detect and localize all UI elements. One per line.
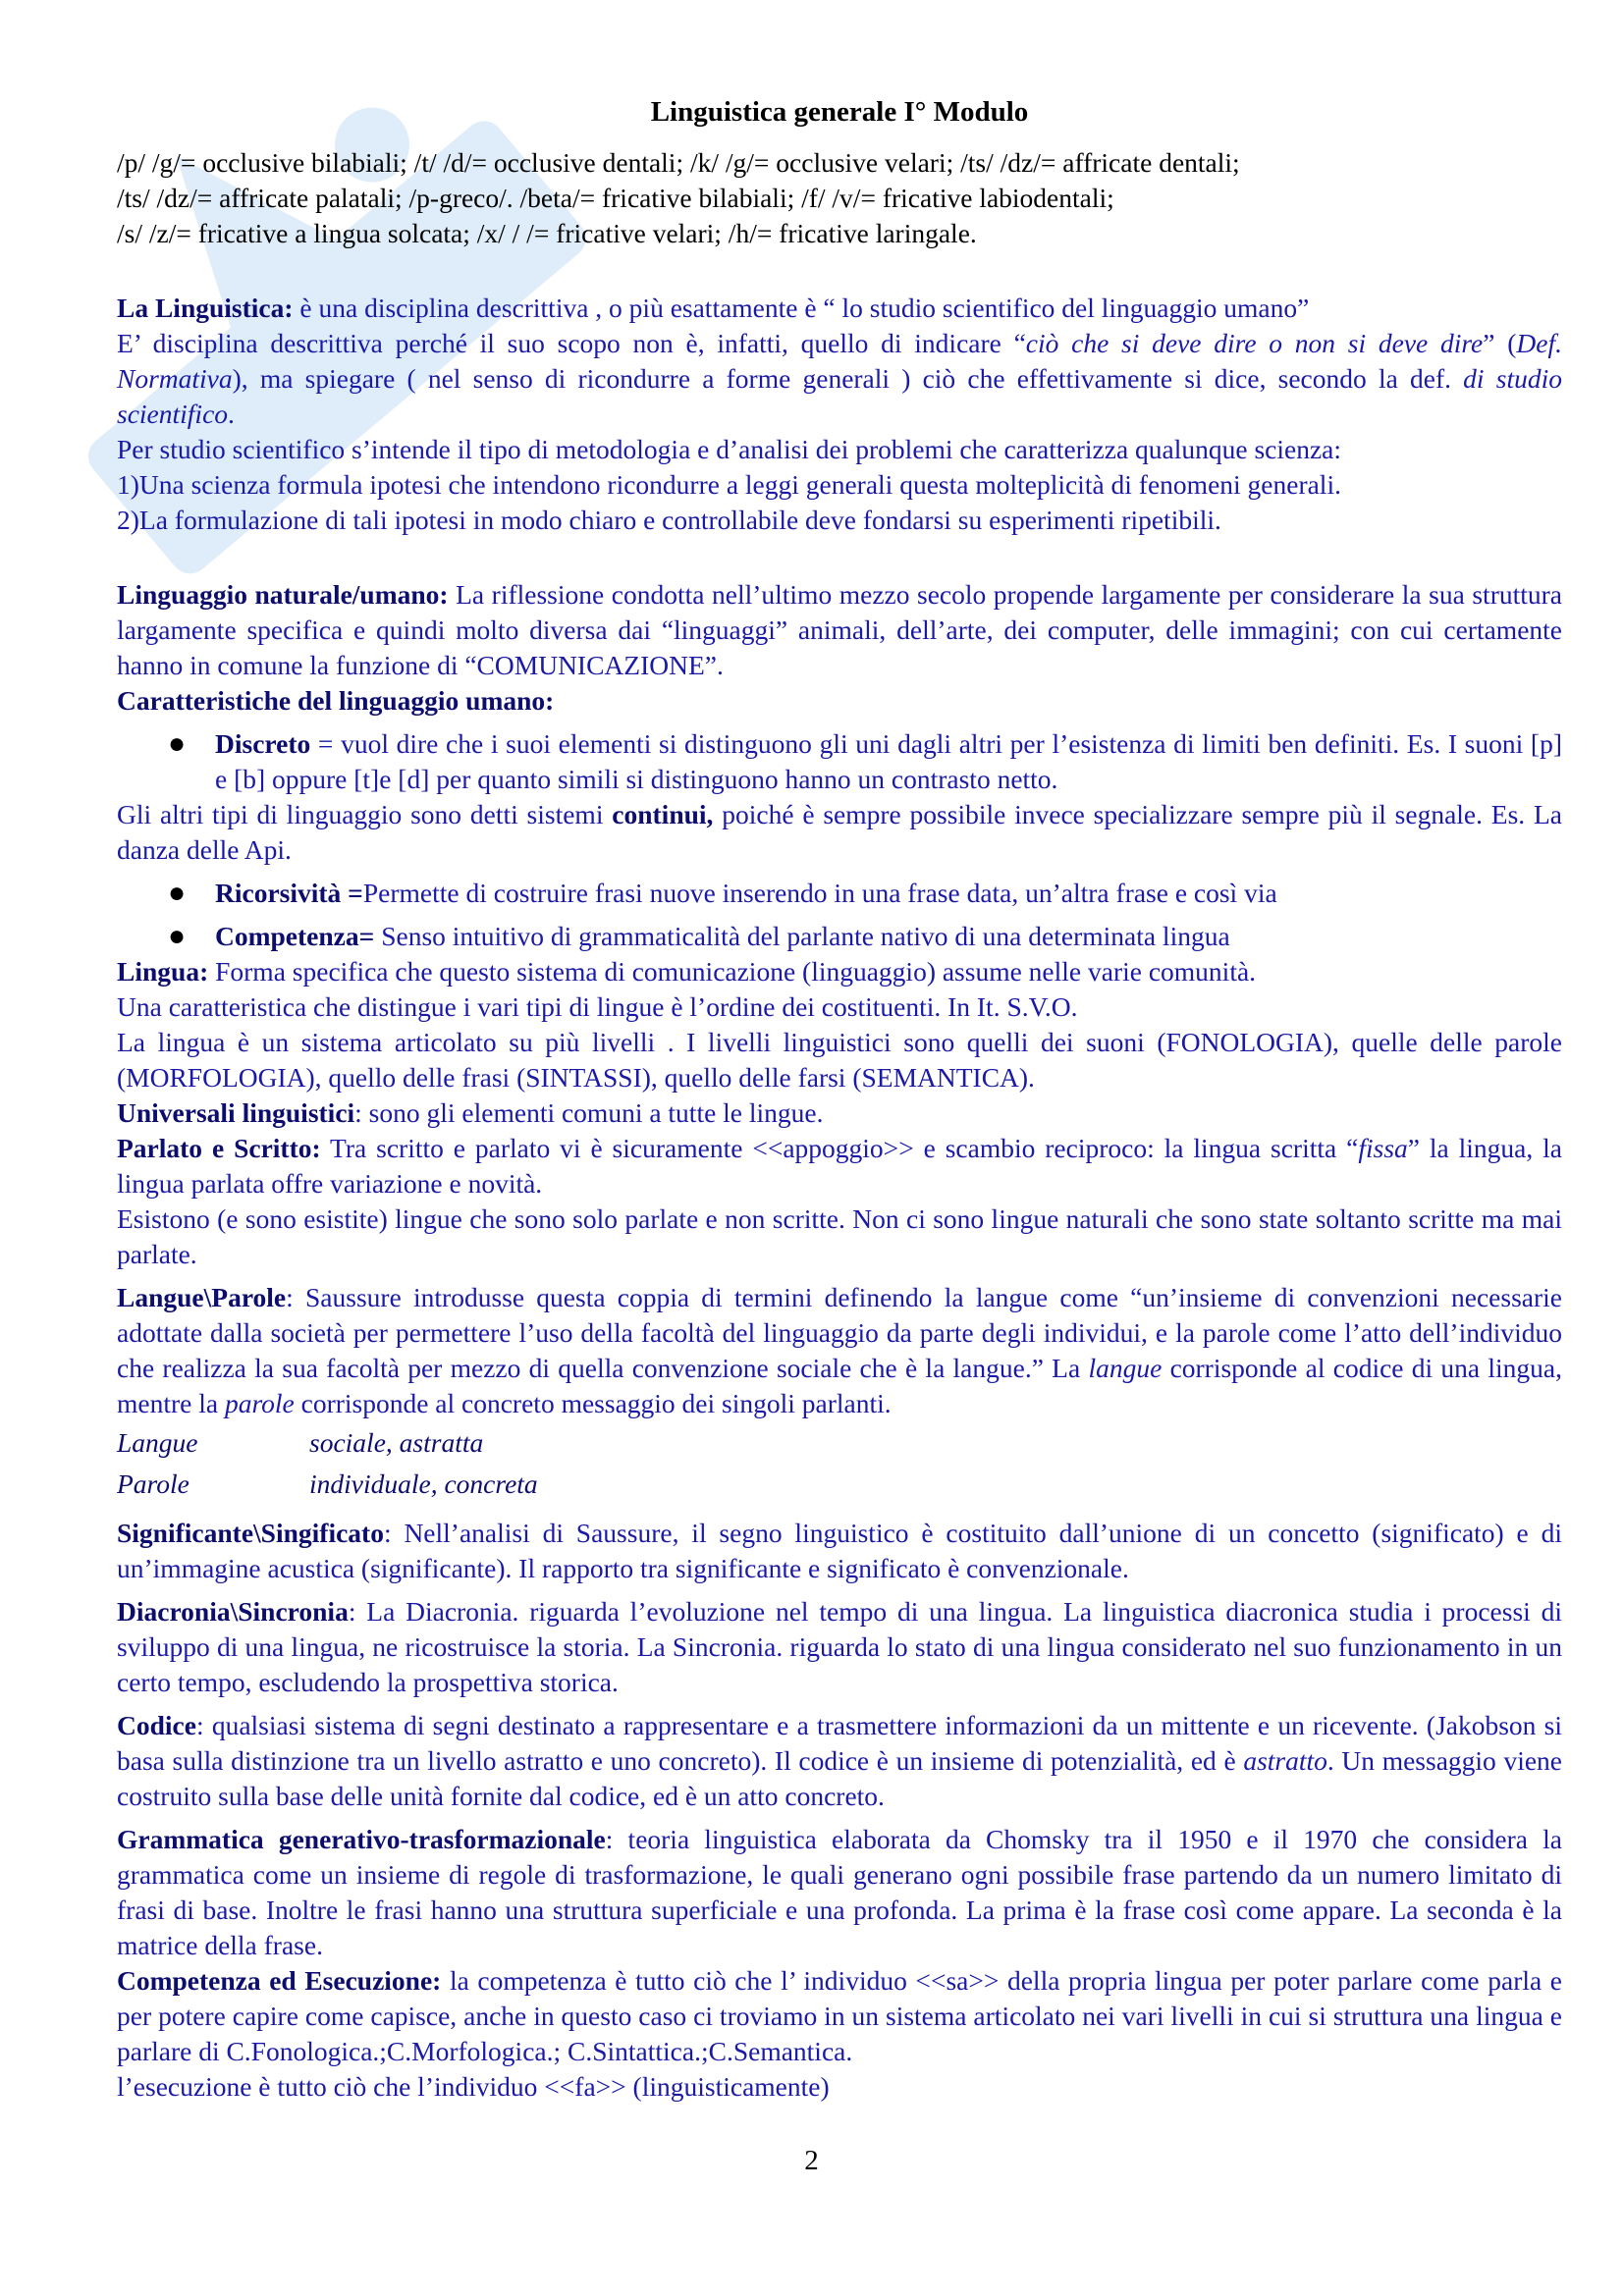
term-diacronia: Diacronia\Sincronia: [117, 1596, 349, 1627]
caratteristiche-list-2: [117, 876, 1562, 954]
term-linguistica: La Linguistica:: [117, 293, 294, 323]
linguaggio-definition: Linguaggio naturale/umano: La riflessione condotta nell’ultimo mezzo secolo propende largamente per considerare la sua struttura largamente specifica e quindi molto diversa dai “linguaggi” animali, dell’arte, dei computer, delle immagini; con cui certamente hanno in comune la funzione di “COMUNICAZIONE”.: [117, 579, 1562, 680]
phonetics-line-1: /p/ /g/= occlusive bilabiali; /t/ /d/= occlusive dentali; /k/ /g/= occlusive velari; /ts/ /dz/= affricate dentali;: [117, 147, 1240, 178]
universali-definition: Universali linguistici: sono gli elementi comuni a tutte le lingue.: [117, 1097, 824, 1128]
linguistica-method: Per studio scientifico s’intende il tipo di metodologia e d’analisi dei problemi che caratterizza qualunque scienza:: [117, 434, 1342, 464]
term-lingua: Lingua:: [117, 956, 209, 987]
term-codice: Codice: [117, 1710, 196, 1740]
lingua-paragraph-2: Una caratteristica che distingue i vari tipi di lingue è l’ordine dei costituenti. In It. S.V.O.: [117, 991, 1078, 1022]
parlato-definition: Parlato e Scritto: Tra scritto e parlato vi è sicuramente <<appoggio>> e scambio reciproco: la lingua scritta “fissa” la lingua, la lingua parlata offre variazione e novità.: [117, 1133, 1563, 1199]
linguistica-definition: La Linguistica: è una disciplina descrittiva , o più esattamente è “ lo studio scientifico del linguaggio umano”: [117, 293, 1310, 323]
lingua-definition: Lingua: Forma specifica che questo sistema di comunicazione (linguaggio) assume nelle varie comunità.: [117, 956, 1257, 987]
parlato-paragraph-2: Esistono (e sono esistite) lingue che sono solo parlate e non scritte. Non ci sono lingue naturali che sono state soltanto scritte ma mai parlate.: [117, 1203, 1562, 1269]
lingua-paragraph-3: La lingua è un sistema articolato su più livelli . I livelli linguistici sono quelli dei suoni (FONOLOGIA), quelle delle parole (MORFOLOGIA), quello delle frasi (SINTASSI), quello delle farsi (SEMANTICA).: [117, 1027, 1562, 1093]
term-langue: Langue\Parole: [117, 1282, 287, 1312]
page-number: 2: [804, 2145, 819, 2176]
caratteristiche-list: [117, 726, 1562, 797]
continui-paragraph: Gli altri tipi di linguaggio sono detti sistemi continui, poiché è sempre possibile invece specializzare sempre più il segnale. Es. La danza delle Api.: [117, 799, 1562, 865]
term-grammatica: Grammatica generativo-trasformazionale: [117, 1824, 606, 1854]
caratteristiche-heading: Caratteristiche del linguaggio umano:: [117, 685, 555, 716]
list-item-discreto: ● Discreto = vuol dire che i suoi elementi si distinguono gli uni dagli altri per l’esistenza di limiti ben definiti. Es. I suoni [p] e [b] oppure [t]e [d] per quanto simili si distinguono hanno un contrasto netto.: [168, 727, 1562, 794]
codice-definition: Codice: qualsiasi sistema di segni destinato a rappresentare e a trasmettere informazioni da un mittente e un ricevente. (Jakobson si basa sulla distinzione tra un livello astratto e uno concreto). Il codice è un insieme di potenzialità, ed è astratto. Un messaggio viene costruito sulla base delle unità fornite dal codice, ed è un atto concreto.: [117, 1710, 1562, 1811]
term-linguaggio: Linguaggio naturale/umano:: [117, 579, 449, 610]
diacronia-definition: Diacronia\Sincronia: La Diacronia. riguarda l’evoluzione nel tempo di una lingua. La linguistica diacronica studia i processi di sviluppo di una lingua, ne ricostruisce la storia. La Sincronia. riguarda lo stato di una lingua considerato nel suo funzionamento in un certo tempo, escludendo la prospettiva storica.: [117, 1596, 1562, 1697]
linguistica-point-2: 2)La formulazione di tali ipotesi in modo chiaro e controllabile deve fondarsi su esperimenti ripetibili.: [117, 505, 1221, 535]
linguistica-paragraph: E’ disciplina descrittiva perché il suo scopo non è, infatti, quello di indicare “ciò che si deve dire o non si deve dire” (Def. Normativa), ma spiegare ( nel senso di ricondurre a forme generali ) ciò che effettivamente si dice, secondo la def. di studio scientifico.: [117, 328, 1562, 429]
grammatica-definition: Grammatica generativo-trasformazionale: teoria linguistica elaborata da Chomsky tra il 1950 e il 1970 che considera la grammatica come un insieme di regole di trasformazione, le quali generano ogni possibile frase partendo da un numero limitato di frasi di base. Inoltre le frasi hanno una struttura superficiale e una profonda. La prima è la frase così come appare. La seconda è la matrice della frase.: [117, 1824, 1562, 1960]
term-significante: Significante\Singificato: [117, 1518, 384, 1548]
bullet-icon: ●: [168, 920, 187, 952]
significante-definition: Significante\Singificato: Nell’analisi di Saussure, il segno linguistico è costituito dall’unione di un concetto (significato) e di un’immagine acustica (significante). Il rapporto tra significante e significato è convenzionale.: [117, 1518, 1562, 1583]
list-item-ricorsivita: ● Ricorsività =Permette di costruire frasi nuove inserendo in una frase data, un’altra frase e così via: [168, 877, 1277, 909]
langue-definition: Langue\Parole: Saussure introdusse questa coppia di termini definendo la langue come “un’insieme di convenzioni necessarie adottate dalla società per permettere l’uso della facoltà del linguaggio da parte degli individui, e la parole come l’atto dell’individuo che realizza la sua facoltà per mezzo di quella convenzione sociale che è la langue.” La langue corrisponde al codice di una lingua, mentre la parole corrisponde al concreto messaggio dei singoli parlanti.: [117, 1282, 1562, 1418]
document-page: [117, 94, 1562, 2105]
competenza-definition: Competenza ed Esecuzione: la competenza è tutto ciò che l’ individuo <<sa>> della propria lingua per poter parlare come parla e per potere capire come capisce, anche in questo caso ci troviamo in un sistema articolato nei vari livelli in cui si struttura una lingua e parlare di C.Fonologica.;C.Morfologica.; C.Sintattica.;C.Semantica.: [117, 1965, 1562, 2066]
list-item-competenza: ● Competenza= Senso intuitivo di grammaticalità del parlante nativo di una determinata lingua: [168, 920, 1230, 952]
bullet-icon: ●: [168, 877, 187, 909]
langue-pair: Langue sociale, astratta: [117, 1427, 484, 1458]
phonetics-line-2: /ts/ /dz/= affricate palatali; /p-greco/. /beta/= fricative bilabiali; /f/ /v/= fricative labiodentali;: [117, 183, 1114, 213]
phonetics-line-3: /s/ /z/= fricative a lingua solcata; /x/ / /= fricative velari; /h/= fricative laringale.: [117, 218, 977, 248]
term-parlato: Parlato e Scritto:: [117, 1133, 321, 1163]
term-competenza: Competenza ed Esecuzione:: [117, 1965, 442, 1996]
parole-pair: Parole individuale, concreta: [117, 1468, 538, 1499]
linguistica-point-1: 1)Una scienza formula ipotesi che intendono ricondurre a leggi generali questa molteplicità di fenomeni generali.: [117, 469, 1341, 500]
page-title: Linguistica generale I° Modulo: [650, 96, 1029, 128]
bullet-icon: ●: [168, 727, 187, 760]
esecuzione-paragraph: l’esecuzione è tutto ciò che l’individuo <<fa>> (linguisticamente): [117, 2071, 830, 2102]
term-universali: Universali linguistici: [117, 1097, 355, 1128]
